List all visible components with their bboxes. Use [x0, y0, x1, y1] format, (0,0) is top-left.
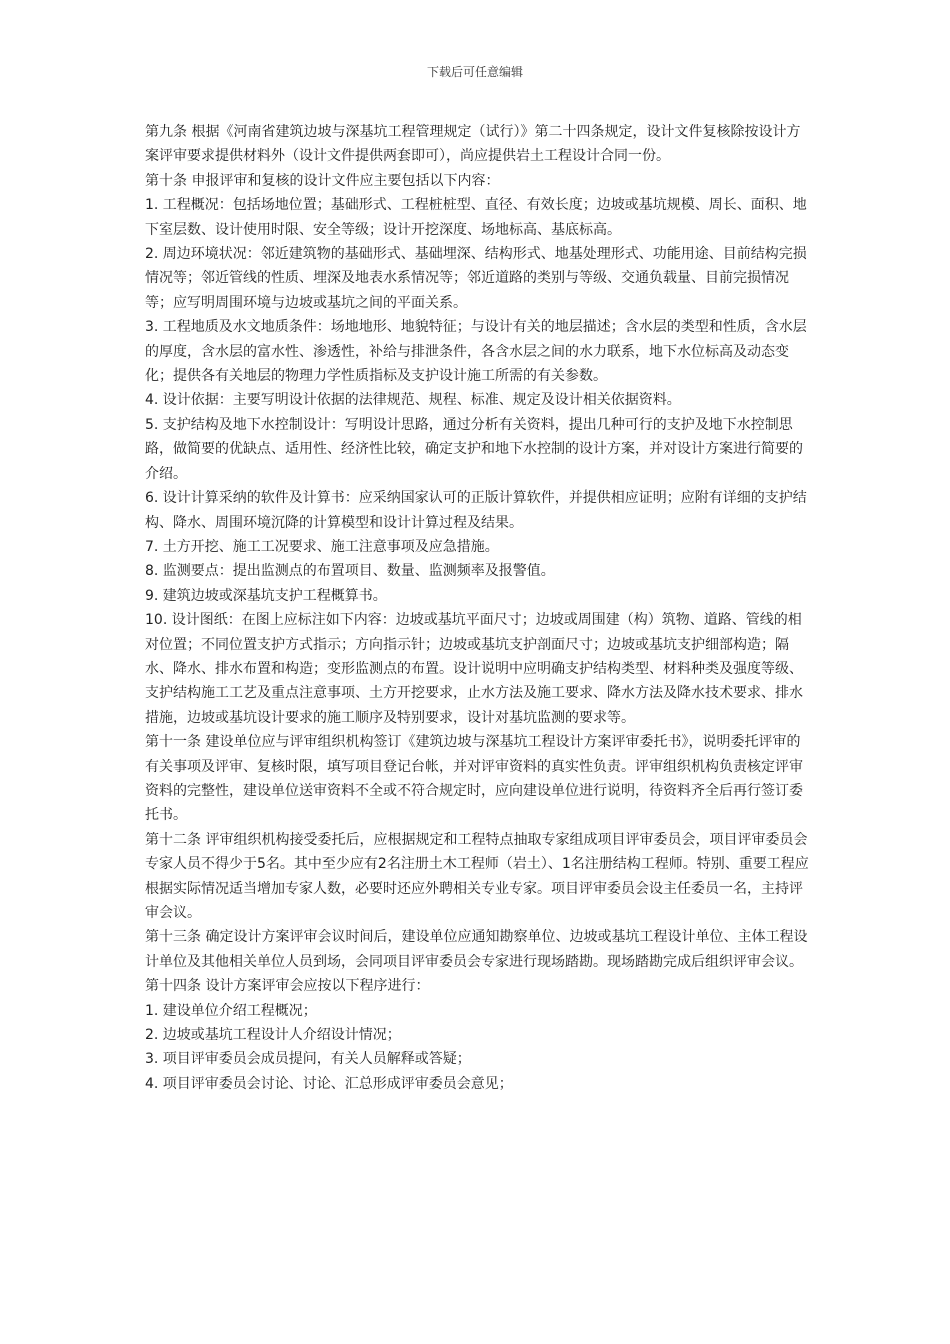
- paragraph-article-10: 第十条 申报评审和复核的设计文件应主要包括以下内容：: [145, 172, 500, 189]
- paragraph-article-13: 第十三条 确定设计方案评审会议时间后，建设单位应通知勘察单位、边坡或基坑工程设计单位、主体工程设计单位及其他相关单位人员到场，会同项目评审委员会专家进行现场踏勘。现场踏勘完成后组织评审会议。: [145, 929, 808, 970]
- list-item: 6. 设计计算采纳的软件及计算书：应采纳国家认可的正版计算软件，并提供相应证明；应附有详细的支护结构、降水、周围环境沉降的计算模型和设计计算过程及结果。: [145, 490, 807, 531]
- paragraph-article-9: 第九条 根据《河南省建筑边坡与深基坑工程管理规定（试行）》第二十四条规定，设计文件复核除按设计方案评审要求提供材料外（设计文件提供两套即可），尚应提供岩土工程设计合同一份。: [145, 124, 801, 165]
- list-item: 10. 设计图纸：在图上应标注如下内容：边坡或基坑平面尺寸；边坡或周围建（构）筑物、道路、管线的相对位置；不同位置支护方式指示；方向指示针；边坡或基坑支护剖面尺寸；边坡或基坑支护细部构造；隔水、降水、排水布置和构造；变形监测点的布置。设计说明中应明确支护结构类型、材料种类及强度等级、支护结构施工工艺及重点注意事项、土方开挖要求，止水方法及施工要求、降水方法及降水技术要求、排水措施，边坡或基坑设计要求的施工顺序及特别要求，设计对基坑监测的要求等。: [145, 612, 803, 726]
- page-header: 下载后可任意编辑: [426, 65, 523, 79]
- list-item: 8. 监测要点：提出监测点的布置项目、数量、监测频率及报警值。: [145, 563, 555, 580]
- list-item: 2. 周边环境状况：邻近建筑物的基础形式、基础埋深、结构形式、地基处理形式、功能用途、目前结构完损情况等；邻近管线的性质、埋深及地表水系情况等；邻近道路的类别与等级、交通负载量、目前完损情况等；应写明周围环境与边坡或基坑之间的平面关系。: [145, 246, 807, 311]
- list-item: 9. 建筑边坡或深基坑支护工程概算书。: [145, 587, 387, 604]
- paragraph-article-11: 第十一条 建设单位应与评审组织机构签订《建筑边坡与深基坑工程设计方案评审委托书》，说明委托评审的有关事项及评审、复核时限，填写项目登记台帐，并对评审资料的真实性负责。评审组织机构负责核定评审资料的完整性，建设单位送审资料不全或不符合规定时，应向建设单位进行说明，待资料齐全后再行签订委托书。: [145, 734, 803, 824]
- list-item: 3. 项目评审委员会成员提问，有关人员解释或答疑；: [145, 1051, 471, 1068]
- list-item: 7. 土方开挖、施工工况要求、施工注意事项及应急措施。: [145, 538, 499, 555]
- list-item: 4. 设计依据：主要写明设计依据的法律规范、规程、标准、规定及设计相关依据资料。: [145, 392, 681, 409]
- list-item: 3. 工程地质及水文地质条件：场地地形、地貌特征；与设计有关的地层描述；含水层的类型和性质，含水层的厚度，含水层的富水性、渗透性，补给与排泄条件，各含水层之间的水力联系，地下水位标高及动态变化；提供各有关地层的物理力学性质指标及支护设计施工所需的有关参数。: [145, 319, 807, 385]
- list-item: 5. 支护结构及地下水控制设计：写明设计思路，通过分析有关资料，提出几种可行的支护及地下水控制思路，做简要的优缺点、适用性、经济性比较，确定支护和地下水控制的设计方案，并对设计方案进行简要的介绍。: [145, 416, 803, 482]
- list-item: 1. 建设单位介绍工程概况；: [145, 1002, 317, 1019]
- list-item: 4. 项目评审委员会讨论、讨论、汇总形成评审委员会意见；: [145, 1075, 513, 1092]
- list-item: 2. 边坡或基坑工程设计人介绍设计情况；: [145, 1027, 401, 1044]
- list-item: 1. 工程概况：包括场地位置；基础形式、工程桩桩型、直径、有效长度；边坡或基坑规模、周长、面积、地下室层数、设计使用时限、安全等级；设计开挖深度、场地标高、基底标高。: [145, 197, 807, 238]
- paragraph-article-12: 第十二条 评审组织机构接受委托后，应根据规定和工程特点抽取专家组成项目评审委员会，项目评审委员会专家人员不得少于5名。其中至少应有2名注册土木工程师（岩土）、1名注册结构工程师。特别、重要工程应根据实际情况适当增加专家人数，必要时还应外聘相关专业专家。项目评审委员会设主任委员一名，主持评审会议。: [145, 831, 809, 921]
- paragraph-article-14: 第十四条 设计方案评审会应按以下程序进行：: [145, 978, 430, 995]
- document-body: [145, 120, 813, 1096]
